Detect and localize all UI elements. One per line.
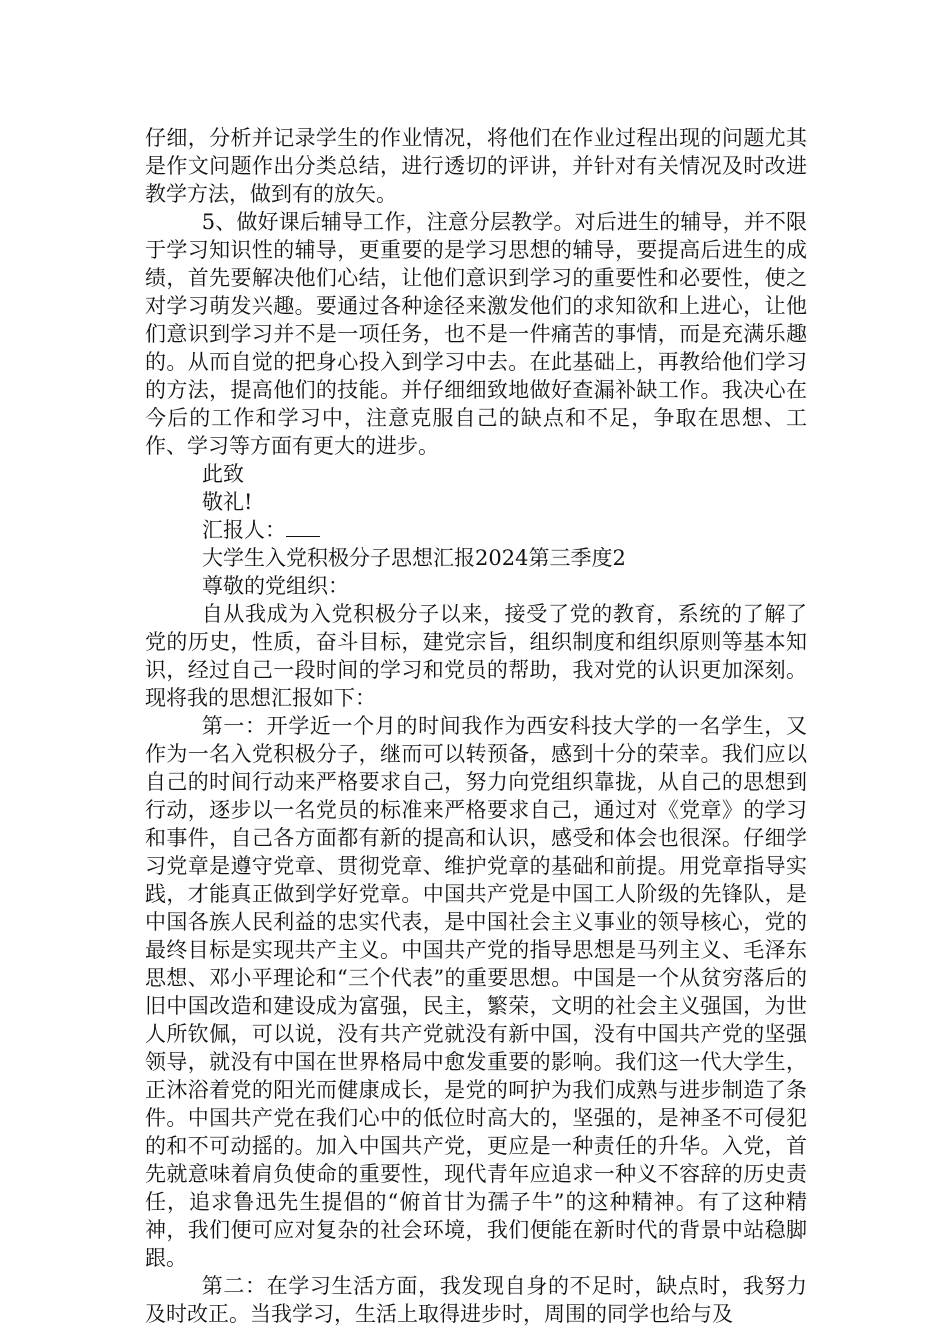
reporter-label: 汇报人： — [202, 518, 286, 542]
reporter-blank — [286, 518, 320, 537]
closing-jingli: 敬礼! — [202, 490, 253, 514]
paragraph-homework-analysis: 仔细，分析并记录学生的作业情况，将他们在作业过程出现的问题尤其是作文问题作出分类总结，进行透切的评讲，并针对有关情况及时改进教学方法，做到有的放矢。 — [145, 126, 807, 206]
document-page — [145, 124, 807, 1328]
paragraph-tutoring: 5、做好课后辅导工作，注意分层教学。对后进生的辅导，并不限于学习知识性的辅导，更重要的是学习思想的辅导，要提高后进生的成绩，首先要解决他们心结，让他们意识到学习的重要性和必要性，使之对学习萌发兴趣。要通过各种途径来激发他们的求知欲和上进心，让他们意识到学习并不是一项任务，也不是一件痛苦的事情，而是充满乐趣的。从而自觉的把身心投入到学习中去。在此基础上，再教给他们学习的方法，提高他们的技能。并仔细细致地做好查漏补缺工作。我决心在今后的工作和学习中，注意克服自己的缺点和不足，争取在思想、工作、学习等方面有更大的进步。 — [145, 210, 807, 458]
paragraph-intro: 自从我成为入党积极分子以来，接受了党的教育，系统的了解了党的历史，性质，奋斗目标，建党宗旨，组织制度和组织原则等基本知识，经过自己一段时间的学习和党员的帮助，我对党的认识更加深刻。现将我的思想汇报如下： — [145, 602, 807, 710]
closing-cizhi: 此致 — [202, 462, 244, 486]
report-title: 大学生入党积极分子思想汇报2024第三季度2 — [202, 546, 626, 570]
paragraph-first: 第一：开学近一个月的时间我作为西安科技大学的一名学生，又作为一名入党积极分子，继而可以转预备，感到十分的荣幸。我们应以自己的时间行动来严格要求自己，努力向党组织靠拢，从自己的思想到行动，逐步以一名党员的标准来严格要求自己，通过对《党章》的学习和事件，自己各方面都有新的提高和认识，感受和体会也很深。仔细学习党章是遵守党章、贯彻党章、维护党章的基础和前提。用党章指导实践，才能真正做到学好党章。中国共产党是中国工人阶级的先锋队，是中国各族人民利益的忠实代表，是中国社会主义事业的领导核心，党的最终目标是实现共产主义。中国共产党的指导思想是马列主义、毛泽东思想、邓小平理论和“三个代表”的重要思想。中国是一个从贫穷落后的旧中国改造和建设成为富强，民主，繁荣，文明的社会主义强国，为世人所钦佩，可以说，没有共产党就没有新中国，没有中国共产党的坚强领导，就没有中国在世界格局中愈发重要的影响。我们这一代大学生，正沐浴着党的阳光而健康成长，是党的呵护为我们成熟与进步制造了条件。中国共产党在我们心中的低位时高大的，坚强的，是神圣不可侵犯的和不可动摇的。加入中国共产党，更应是一种责任的升华。入党，首先就意味着肩负使命的重要性，现代青年应追求一种义不容辞的历史责任，追求鲁迅先生提倡的“俯首甘为孺子牛”的这种精神。有了这种精神，我们便可应对复杂的社会环境，我们便能在新时代的背景中站稳脚跟。 — [145, 714, 807, 1270]
salutation: 尊敬的党组织： — [202, 574, 349, 598]
reporter-line — [145, 516, 807, 544]
paragraph-second: 第二：在学习生活方面，我发现自身的不足时，缺点时，我努力及时改正。当我学习，生活上取得进步时，周围的同学也给与及 — [145, 1274, 807, 1326]
